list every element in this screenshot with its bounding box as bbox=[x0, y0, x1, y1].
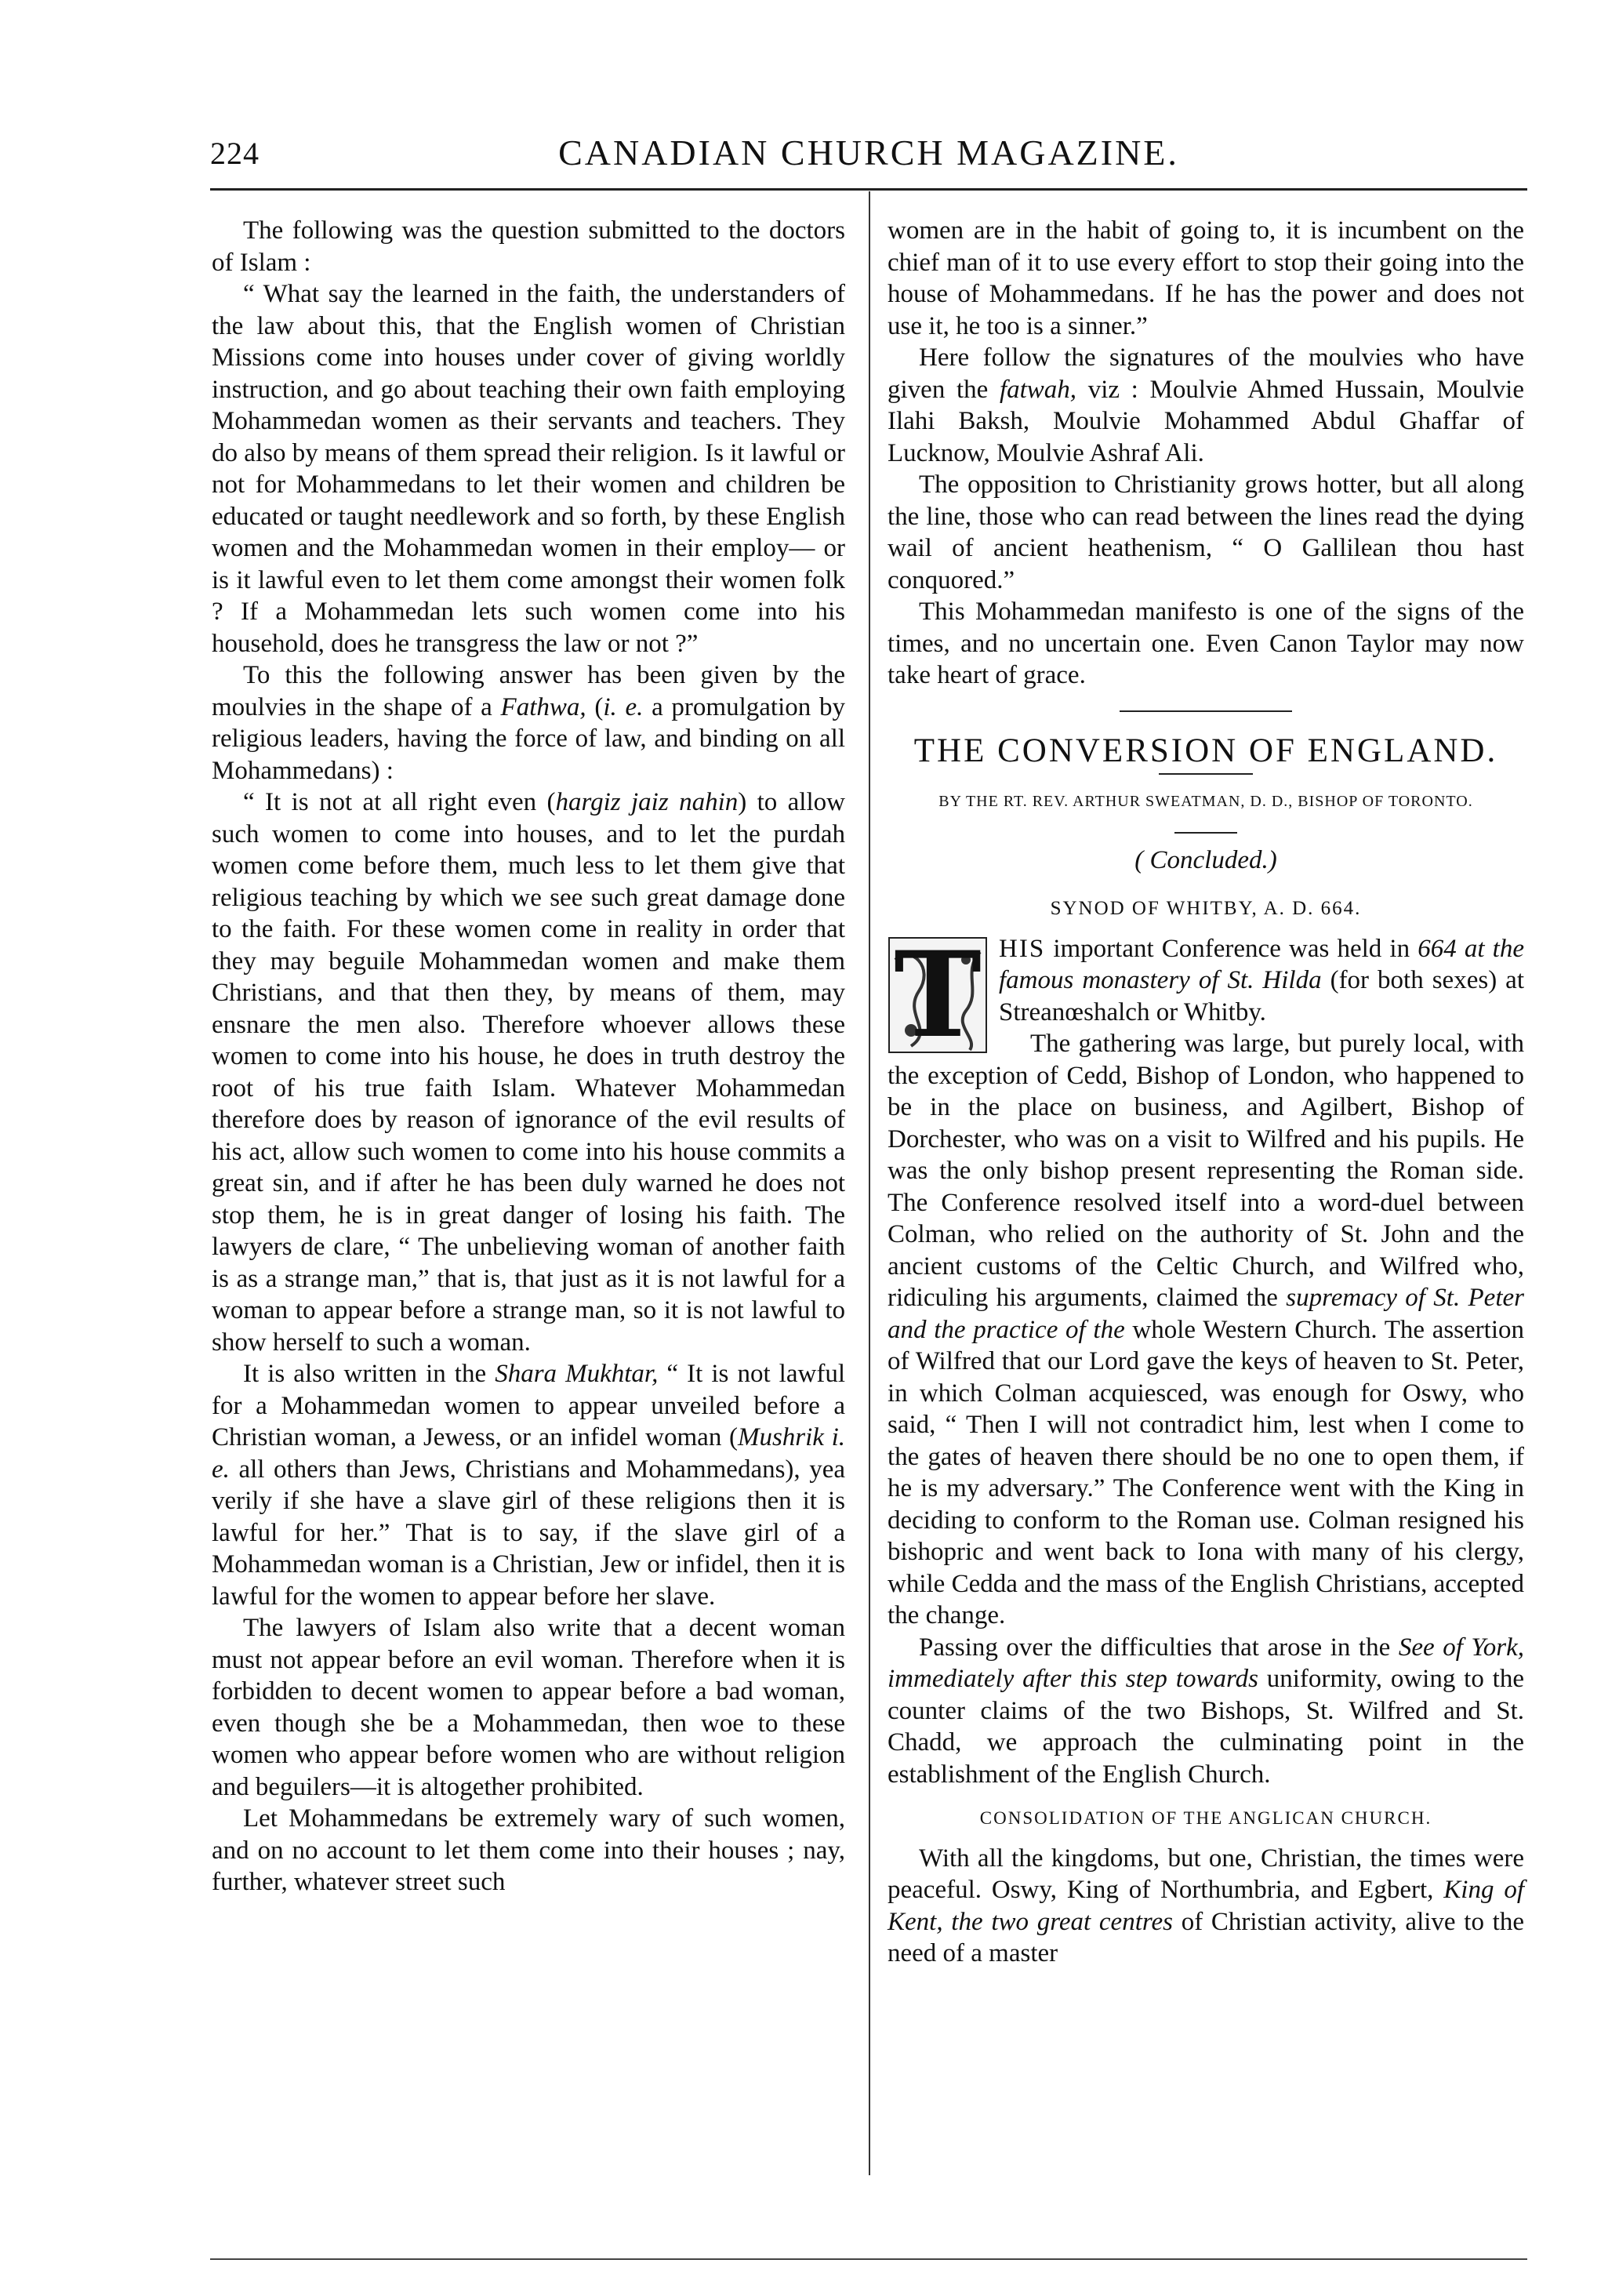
concluded-note: ( Concluded.) bbox=[1134, 845, 1277, 874]
byline-rule bbox=[1174, 832, 1237, 834]
page-number: 224 bbox=[210, 136, 260, 171]
left-column bbox=[212, 215, 845, 1898]
paragraph: The opposition to Christianity grows hotter, but all along the line, those who can read between the lines read the dying wail of ancient heathenism, “ O Gallilean thou hast conquored.” bbox=[888, 470, 1524, 594]
subhead-synod: SYNOD OF WHITBY, A. D. 664. bbox=[1050, 898, 1362, 919]
paragraph: “ It is not at all right even (hargiz jaiz nahin) to allow such women to come into houses, and to let the purdah women come before them, much less to let them give that religious teaching by which we see such great damage done to the faith. For these women come in reality in order that they may beguile Mohammedan women and make them Christians, and that then they, by means of them, may ensnare the men also. Therefore whoever allows these women to come into his house, he does in truth destroy the root of his true faith Islam. Whatever Mohammedan therefore does by reason of ignorance of the evil results of his act, allow such women to come into his house commits a great sin, and if after he has been duly warned he does not stop them, he is in great danger of losing his faith. The lawyers de clare, “ The unbelieving woman of another faith is as a strange man,” that is, that just as it is not lawful for a woman to appear before a strange man, so it is not lawful to show herself to such a woman. bbox=[212, 788, 845, 1357]
running-title: CANADIAN CHURCH MAGAZINE. bbox=[558, 133, 1179, 173]
article-title: THE CONVERSION OF ENGLAND. bbox=[913, 732, 1498, 769]
column-divider bbox=[869, 191, 870, 2175]
subhead-consolidation: CONSOLIDATION OF THE ANGLICAN CHURCH. bbox=[979, 1808, 1432, 1828]
paragraph: Passing over the difficulties that arose in the See of York, immediately after this step towards uniformity, owing to the counter claims of the two Bishops, St. Wilfred and St. Chadd, we approach the culminating point in the establishment of the English Church. bbox=[888, 1633, 1524, 1789]
paragraph: It is also written in the Shara Mukhtar, “ It is not lawful for a Mohammedan women to appear unveiled before a Christian woman, a Jewess, or an infidel woman (Mushrik i. e. all others than Jews, Christians and Mohammedans), yea verily if she have a slave girl of these religions then it is lawful for her.” That is to say, if the slave girl of a Mohammedan woman is a Christian, Jew or infidel, then it is lawful for the women to appear before her slave. bbox=[212, 1360, 845, 1611]
article-byline: BY THE RT. REV. ARTHUR SWEATMAN, D. D., BISHOP OF TORONTO. bbox=[938, 793, 1473, 810]
paragraph: “ What say the learned in the faith, the understanders of the law about this, that the English women of Christian Missions come into houses under cover of giving worldly instruction, and go about teaching their own faith employing Mohammedan women as their servants and teachers. They do also by means of them spread their religion. Is it lawful or not for Mohammedans to let their women and children be educated or taught needlework and so forth, by these English women and the Mohammedan women in their employ— or is it lawful even to let them come amongst their women folk ? If a Mohammedan lets such women come into his household, does he transgress the law or not ?” bbox=[212, 280, 845, 658]
title-rule bbox=[1159, 773, 1253, 775]
paragraph: The lawyers of Islam also write that a decent woman must not appear before an evil woman. Therefore when it is forbidden to decent women to appear before a bad woman, even though she be a Mohammedan, then woe to these women who appear before women who are without religion and beguilers—it is altogether prohibited. bbox=[212, 1614, 845, 1801]
opening-paragraph bbox=[888, 925, 1525, 1632]
header-rule bbox=[210, 188, 1527, 191]
ornamental-dropcap bbox=[888, 925, 988, 1064]
paragraph: women are in the habit of going to, it is incumbent on the chief man of it to use every effort to stop their going into the house of Mohammedans. If he has the power and does not use it, he too is a sinner.” bbox=[888, 216, 1524, 340]
section-rule bbox=[1120, 710, 1292, 712]
paragraph: This Mohammedan manifesto is one of the signs of the times, and no uncertain one. Even Canon Taylor may now take heart of grace. bbox=[888, 598, 1524, 689]
right-column bbox=[888, 215, 1524, 1970]
page-header bbox=[210, 132, 1527, 179]
paragraph: Let Mohammedans be extremely wary of such women, and on no account to let them come into their houses ; nay, further, whatever street such bbox=[212, 1804, 845, 1896]
footer-rule bbox=[210, 2258, 1527, 2260]
dropcap-letter: T bbox=[894, 925, 982, 1064]
paragraph: With all the kingdoms, but one, Christian, the times were peaceful. Oswy, King of Northumbria, and Egbert, King of Kent, the two great centres of Christian activity, alive to the need of a master bbox=[888, 1844, 1524, 1967]
paragraph: Here follow the signatures of the moulvies who have given the fatwah, viz : Moulvie Ahmed Hussain, Moulvie Ilahi Baksh, Moulvie Mohammed Abdul Ghaffar of Lucknow, Moulvie Ashraf Ali. bbox=[888, 343, 1524, 467]
paragraph: To this the following answer has been given by the moulvies in the shape of a Fathwa, (i. e. a promulgation by religious leaders, having the force of law, and binding on all Mohammedans) : bbox=[212, 661, 845, 785]
paragraph: The following was the question submitted to the doctors of Islam : bbox=[212, 216, 845, 277]
paragraph: HIS important Conference was held in 664 at the famous monastery of St. Hilda (for both sexes) at Streanœshalch or Whitby. bbox=[999, 934, 1524, 1026]
paragraph: The gathering was large, but purely local, with the exception of Cedd, Bishop of London, who happened to be in the place on business, and Agilbert, Bishop of Dorchester, who was on a visit to Wilfred and his pupils. He was the only bishop present representing the Roman side. The Conference resolved itself into a word-duel between Colman, who relied on the authority of St. John and the ancient customs of the Celtic Church, and Wilfred who, ridiculing his arguments, claimed the supremacy of St. Peter and the practice of the whole Western Church. The assertion of Wilfred that our Lord gave the keys of heaven to St. Peter, in which Colman acquiesced, was enough for Oswy, who said, “ Then I will not contradict him, lest when I come to the gates of heaven there should be no one to open them, if he is my adversary.” The Conference went with the King in deciding to conform to the Roman use. Colman resigned his bishopric and went back to Iona with many of his clergy, while Cedda and the mass of the English Christians, accepted the change. bbox=[888, 1030, 1525, 1629]
